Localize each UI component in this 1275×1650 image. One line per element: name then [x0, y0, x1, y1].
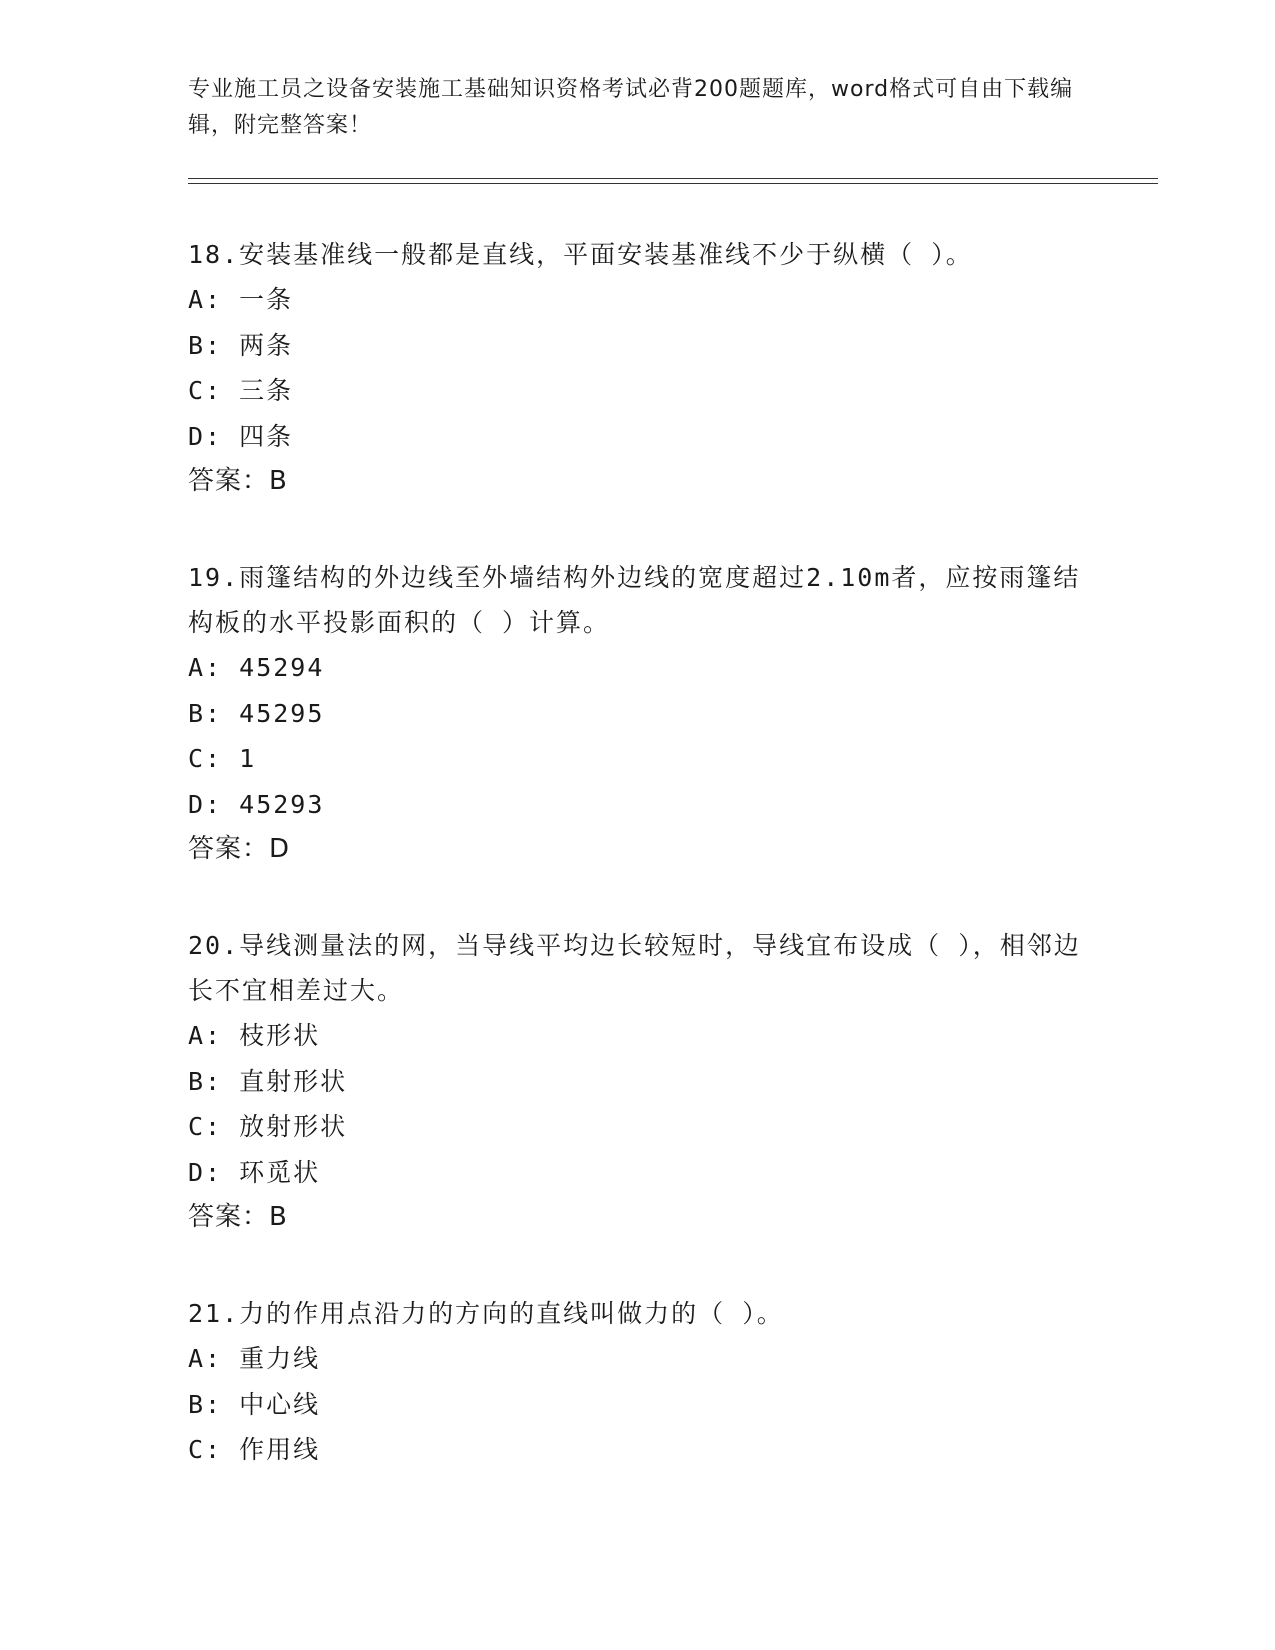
question-20 — [188, 923, 1088, 1240]
option-c: C: 三条 — [188, 376, 294, 405]
option-c: C: 放射形状 — [188, 1112, 348, 1141]
option-a: A: 枝形状 — [188, 1021, 321, 1050]
option-b: B: 45295 — [188, 698, 325, 728]
answer: 答案：B — [188, 1202, 288, 1232]
option-b: B: 两条 — [188, 330, 294, 360]
question-21 — [188, 1291, 1088, 1473]
question-stem: 19.雨篷结构的外边线至外墙结构外边线的宽度超过2.10m者，应按雨篷结构板的水平投影面积的（ ）计算。 — [188, 563, 1081, 637]
option-a: A: 45294 — [188, 653, 325, 682]
answer: 答案：B — [188, 466, 288, 496]
option-c: C: 1 — [188, 744, 257, 773]
option-d: D: 四条 — [188, 421, 294, 451]
option-a: A: 一条 — [188, 285, 294, 314]
header-divider — [188, 178, 1158, 184]
question-19 — [188, 555, 1088, 872]
question-18 — [188, 232, 1088, 504]
option-c: C: 作用线 — [188, 1435, 321, 1464]
answer: 答案：D — [188, 834, 291, 864]
option-b: B: 直射形状 — [188, 1066, 348, 1096]
question-list — [188, 232, 1088, 1524]
option-b: B: 中心线 — [188, 1389, 321, 1419]
option-d: D: 环觅状 — [188, 1157, 321, 1187]
option-a: A: 重力线 — [188, 1344, 321, 1373]
question-stem: 18.安装基准线一般都是直线，平面安装基准线不少于纵横（ ）。 — [188, 240, 973, 269]
question-stem: 20.导线测量法的网，当导线平均边长较短时，导线宜布设成（ ），相邻边长不宜相差过大。 — [188, 931, 1081, 1005]
question-stem: 21.力的作用点沿力的方向的直线叫做力的（ ）。 — [188, 1299, 784, 1328]
document-header: 专业施工员之设备安装施工基础知识资格考试必背200题题库，word格式可自由下载编辑，附完整答案！ — [188, 77, 1074, 138]
option-d: D: 45293 — [188, 789, 325, 819]
